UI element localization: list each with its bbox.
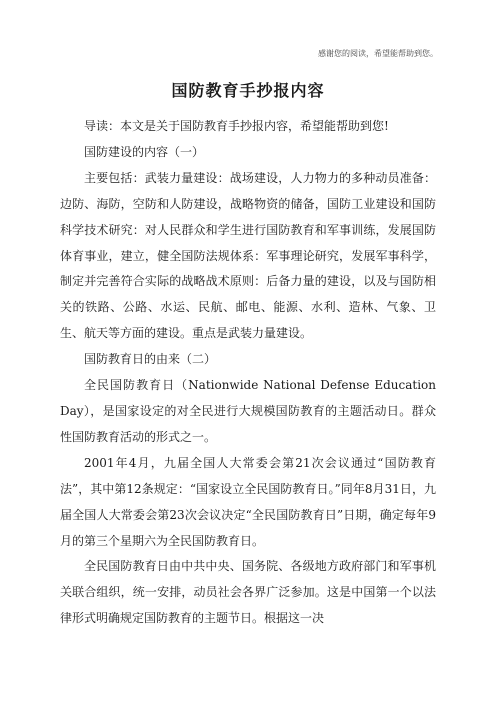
paragraph-intro: 导读：本文是关于国防教育手抄报内容，希望能帮助到您! xyxy=(84,119,389,133)
document-title: 国防教育手抄报内容 xyxy=(171,81,325,100)
paragraph-organization: 全民国防教育日由中共中央、国务院、各级地方政府部门和军事机关联合组织，统一安排，动员社会各界广泛参加。这是中国第一个以法律形式明确规定国防教育的主题节日。根据这一决 xyxy=(60,559,436,626)
paragraph-2001-law: 2001年4月，九届全国人大常委会第21次会议通过“国防教育法”，其中第12条规定：“国家设立全民国防教育日。”同年8月31日，九届全国人大常委会第23次会议决定“全民国防教育日”日期，确定每年9月的第三个星期六为全民国防教育日。 xyxy=(60,455,436,548)
document-body xyxy=(60,114,436,632)
paragraph-education-day: 全民国防教育日（Nationwide National Defense Education Day），是国家设定的对全民进行大规模国防教育的主题活动日。群众性国防教育活动的形式之一。 xyxy=(60,378,436,444)
section-heading-1: 国防建设的内容（一） xyxy=(84,144,205,159)
section-heading-2: 国防教育日的由来（二） xyxy=(84,352,217,367)
header-note: 感谢您的阅读，希望能帮助到您。 xyxy=(318,49,438,58)
paragraph-defense-construction: 主要包括：武装力量建设：战场建设，人力物力的多种动员准备：边防、海防，空防和人防建设，战略物资的储备，国防工业建设和国防科学技术研究：对人民群众和学生进行国防教育和军事训练，发展国防体育事业，建立，健全国防法规体系：军事理论研究，发展军事科学，制定并完善符合实际的战略战术原则：后备力量的建设，以及与国防相关的铁路、公路、水运、民航、邮电、能源、水利、造林、气象、卫生、航天等方面的建设。重点是武装力量建设。 xyxy=(60,170,436,341)
